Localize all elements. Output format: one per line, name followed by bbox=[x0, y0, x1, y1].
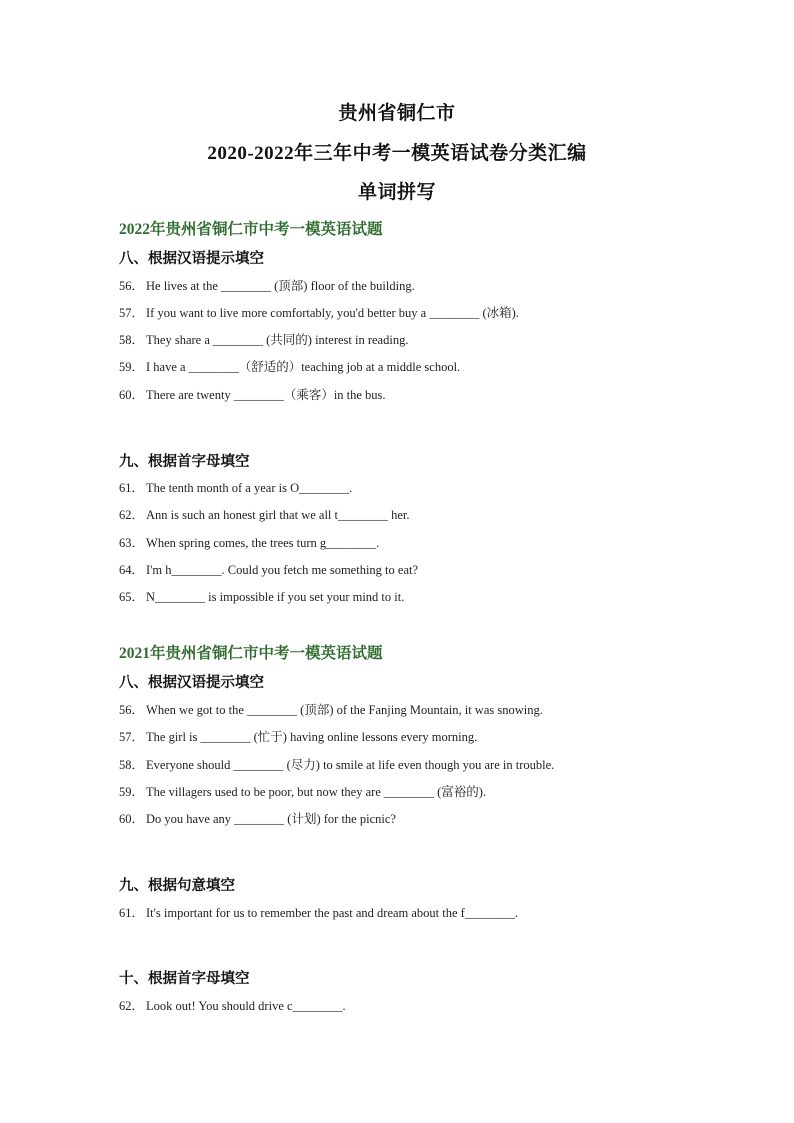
question-text: I have a ________（舒适的）teaching job at a middle school. bbox=[146, 360, 461, 374]
question-text: It's important for us to remember the past and dream about the f________. bbox=[146, 906, 518, 920]
question-text: There are twenty ________（乘客）in the bus. bbox=[146, 388, 386, 402]
question-number: 62． bbox=[119, 999, 145, 1013]
part-heading-chinese-hint: 八、根据汉语提示填空 bbox=[119, 675, 264, 691]
doc-title-line1: 贵州省铜仁市 bbox=[338, 103, 456, 124]
question-text: If you want to live more comfortably, you'd better buy a ________ (冰箱). bbox=[146, 306, 519, 320]
question-item bbox=[119, 357, 460, 375]
doc-title-line3: 单词拼写 bbox=[357, 182, 436, 203]
question-number: 65． bbox=[119, 590, 145, 604]
question-item bbox=[119, 996, 346, 1014]
question-number: 61． bbox=[119, 906, 145, 920]
question-number: 64． bbox=[119, 563, 145, 577]
question-number: 57． bbox=[119, 306, 145, 320]
question-text: Ann is such an honest girl that we all t________ her. bbox=[146, 508, 410, 522]
question-item bbox=[119, 587, 404, 605]
question-item bbox=[119, 303, 519, 321]
question-text: The tenth month of a year is O________. bbox=[146, 481, 353, 495]
question-item bbox=[119, 809, 396, 827]
question-number: 56． bbox=[119, 703, 145, 717]
question-text: They share a ________ (共同的) interest in reading. bbox=[146, 333, 409, 347]
question-number: 56． bbox=[119, 279, 145, 293]
question-item bbox=[119, 276, 415, 294]
question-number: 63． bbox=[119, 536, 145, 550]
question-number: 57． bbox=[119, 730, 145, 744]
question-text: Do you have any ________ (计划) for the picnic? bbox=[146, 812, 396, 826]
question-number: 58． bbox=[119, 758, 145, 772]
question-text: Look out! You should drive c________. bbox=[146, 999, 346, 1013]
doc-title-line2: 2020-2022年三年中考一模英语试卷分类汇编 bbox=[207, 143, 587, 164]
part-heading-first-letter: 九、根据首字母填空 bbox=[119, 454, 250, 470]
part-heading-chinese-hint: 八、根据汉语提示填空 bbox=[119, 251, 264, 267]
question-text: I'm h________. Could you fetch me something to eat? bbox=[146, 563, 419, 577]
question-item bbox=[119, 330, 408, 348]
question-text: He lives at the ________ (顶部) floor of the building. bbox=[146, 279, 415, 293]
question-item bbox=[119, 505, 410, 523]
section-heading-2022: 2022年贵州省铜仁市中考一模英语试题 bbox=[119, 221, 383, 238]
question-number: 62． bbox=[119, 508, 145, 522]
question-text: The villagers used to be poor, but now they are ________ (富裕的). bbox=[146, 785, 487, 799]
question-item bbox=[119, 560, 418, 578]
question-item bbox=[119, 903, 518, 921]
question-text: When spring comes, the trees turn g________. bbox=[146, 536, 380, 550]
question-number: 59． bbox=[119, 785, 145, 799]
question-number: 60． bbox=[119, 388, 145, 402]
question-item bbox=[119, 755, 554, 773]
question-item bbox=[119, 700, 543, 718]
question-item bbox=[119, 478, 352, 496]
question-text: Everyone should ________ (尽力) to smile at life even though you are in trouble. bbox=[146, 758, 555, 772]
question-text: When we got to the ________ (顶部) of the Fanjing Mountain, it was snowing. bbox=[146, 703, 543, 717]
question-item bbox=[119, 727, 477, 745]
question-item bbox=[119, 533, 379, 551]
question-item bbox=[119, 782, 486, 800]
question-number: 60． bbox=[119, 812, 145, 826]
question-text: The girl is ________ (忙于) having online lessons every morning. bbox=[146, 730, 478, 744]
part-heading-sentence-meaning: 九、根据句意填空 bbox=[119, 878, 235, 894]
part-heading-first-letter: 十、根据首字母填空 bbox=[119, 971, 250, 987]
question-number: 59． bbox=[119, 360, 145, 374]
question-item bbox=[119, 385, 386, 403]
question-number: 58． bbox=[119, 333, 145, 347]
section-heading-2021: 2021年贵州省铜仁市中考一模英语试题 bbox=[119, 645, 383, 662]
question-number: 61． bbox=[119, 481, 145, 495]
question-text: N________ is impossible if you set your mind to it. bbox=[146, 590, 405, 604]
